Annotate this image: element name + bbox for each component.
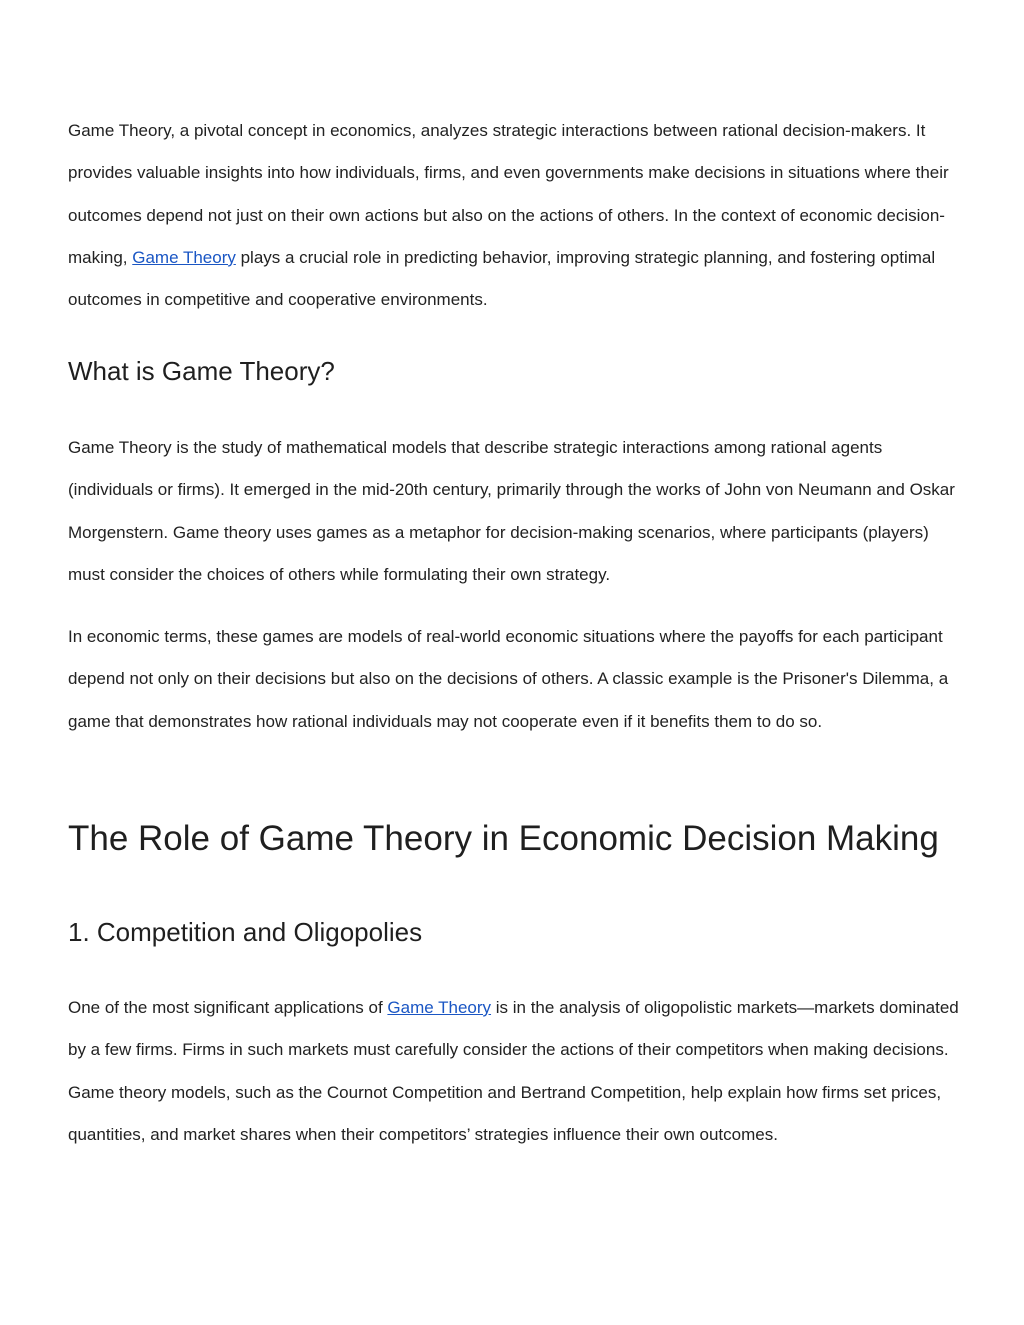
definition-paragraph: Game Theory is the study of mathematical models that describe strategic interactions among rational agents (individuals or firms). It emerged in the mid-20th century, primarily through the works of John von Neumann and Oskar Morgenstern. Game theory uses games as a metaphor for decision-making scenarios, where participants (players) must consider the choices of others while formulating their own strategy. bbox=[68, 438, 955, 584]
game-theory-link-2[interactable]: Game Theory bbox=[387, 998, 492, 1017]
oligopolies-text-after-link: is in the analysis of oligopolistic markets—markets dominated by a few firms. Firms in such markets must carefully consider the actions of their competitors when making decisions. Game theory models, such as the Cournot Competition and Bertrand Competition, help explain how firms set prices, quantities, and market shares when their competitors’ strategies influence their own outcomes. bbox=[68, 998, 959, 1144]
oligopolies-paragraph bbox=[68, 987, 968, 1156]
competition-oligopolies-heading: 1. Competition and Oligopolies bbox=[68, 917, 423, 947]
economic-terms-paragraph: In economic terms, these games are models of real-world economic situations where the payoffs for each participant depend not only on their decisions but also on the decisions of others. A classic example is the Prisoner's Dilemma, a game that demonstrates how rational individuals may not cooperate even if it benefits them to do so. bbox=[68, 627, 949, 731]
intro-paragraph bbox=[68, 110, 968, 321]
what-is-game-theory-heading: What is Game Theory? bbox=[68, 356, 335, 386]
role-of-game-theory-heading: The Role of Game Theory in Economic Decision Making bbox=[68, 819, 939, 858]
game-theory-link[interactable]: Game Theory bbox=[132, 247, 236, 267]
intro-text-before-link: Game Theory, a pivotal concept in economics, analyzes strategic interactions between rational decision-makers. It provides valuable insights into how individuals, firms, and even governments make decisions in situations where their outcomes depend not just on their own actions but also on the actions of others. In the context of economic decision-making, bbox=[68, 121, 949, 267]
oligopolies-text-before-link: One of the most significant applications of bbox=[68, 998, 388, 1017]
intro-text-after-link: plays a crucial role in predicting behavior, improving strategic planning, and fostering optimal outcomes in competitive and cooperative environments. bbox=[68, 247, 936, 310]
